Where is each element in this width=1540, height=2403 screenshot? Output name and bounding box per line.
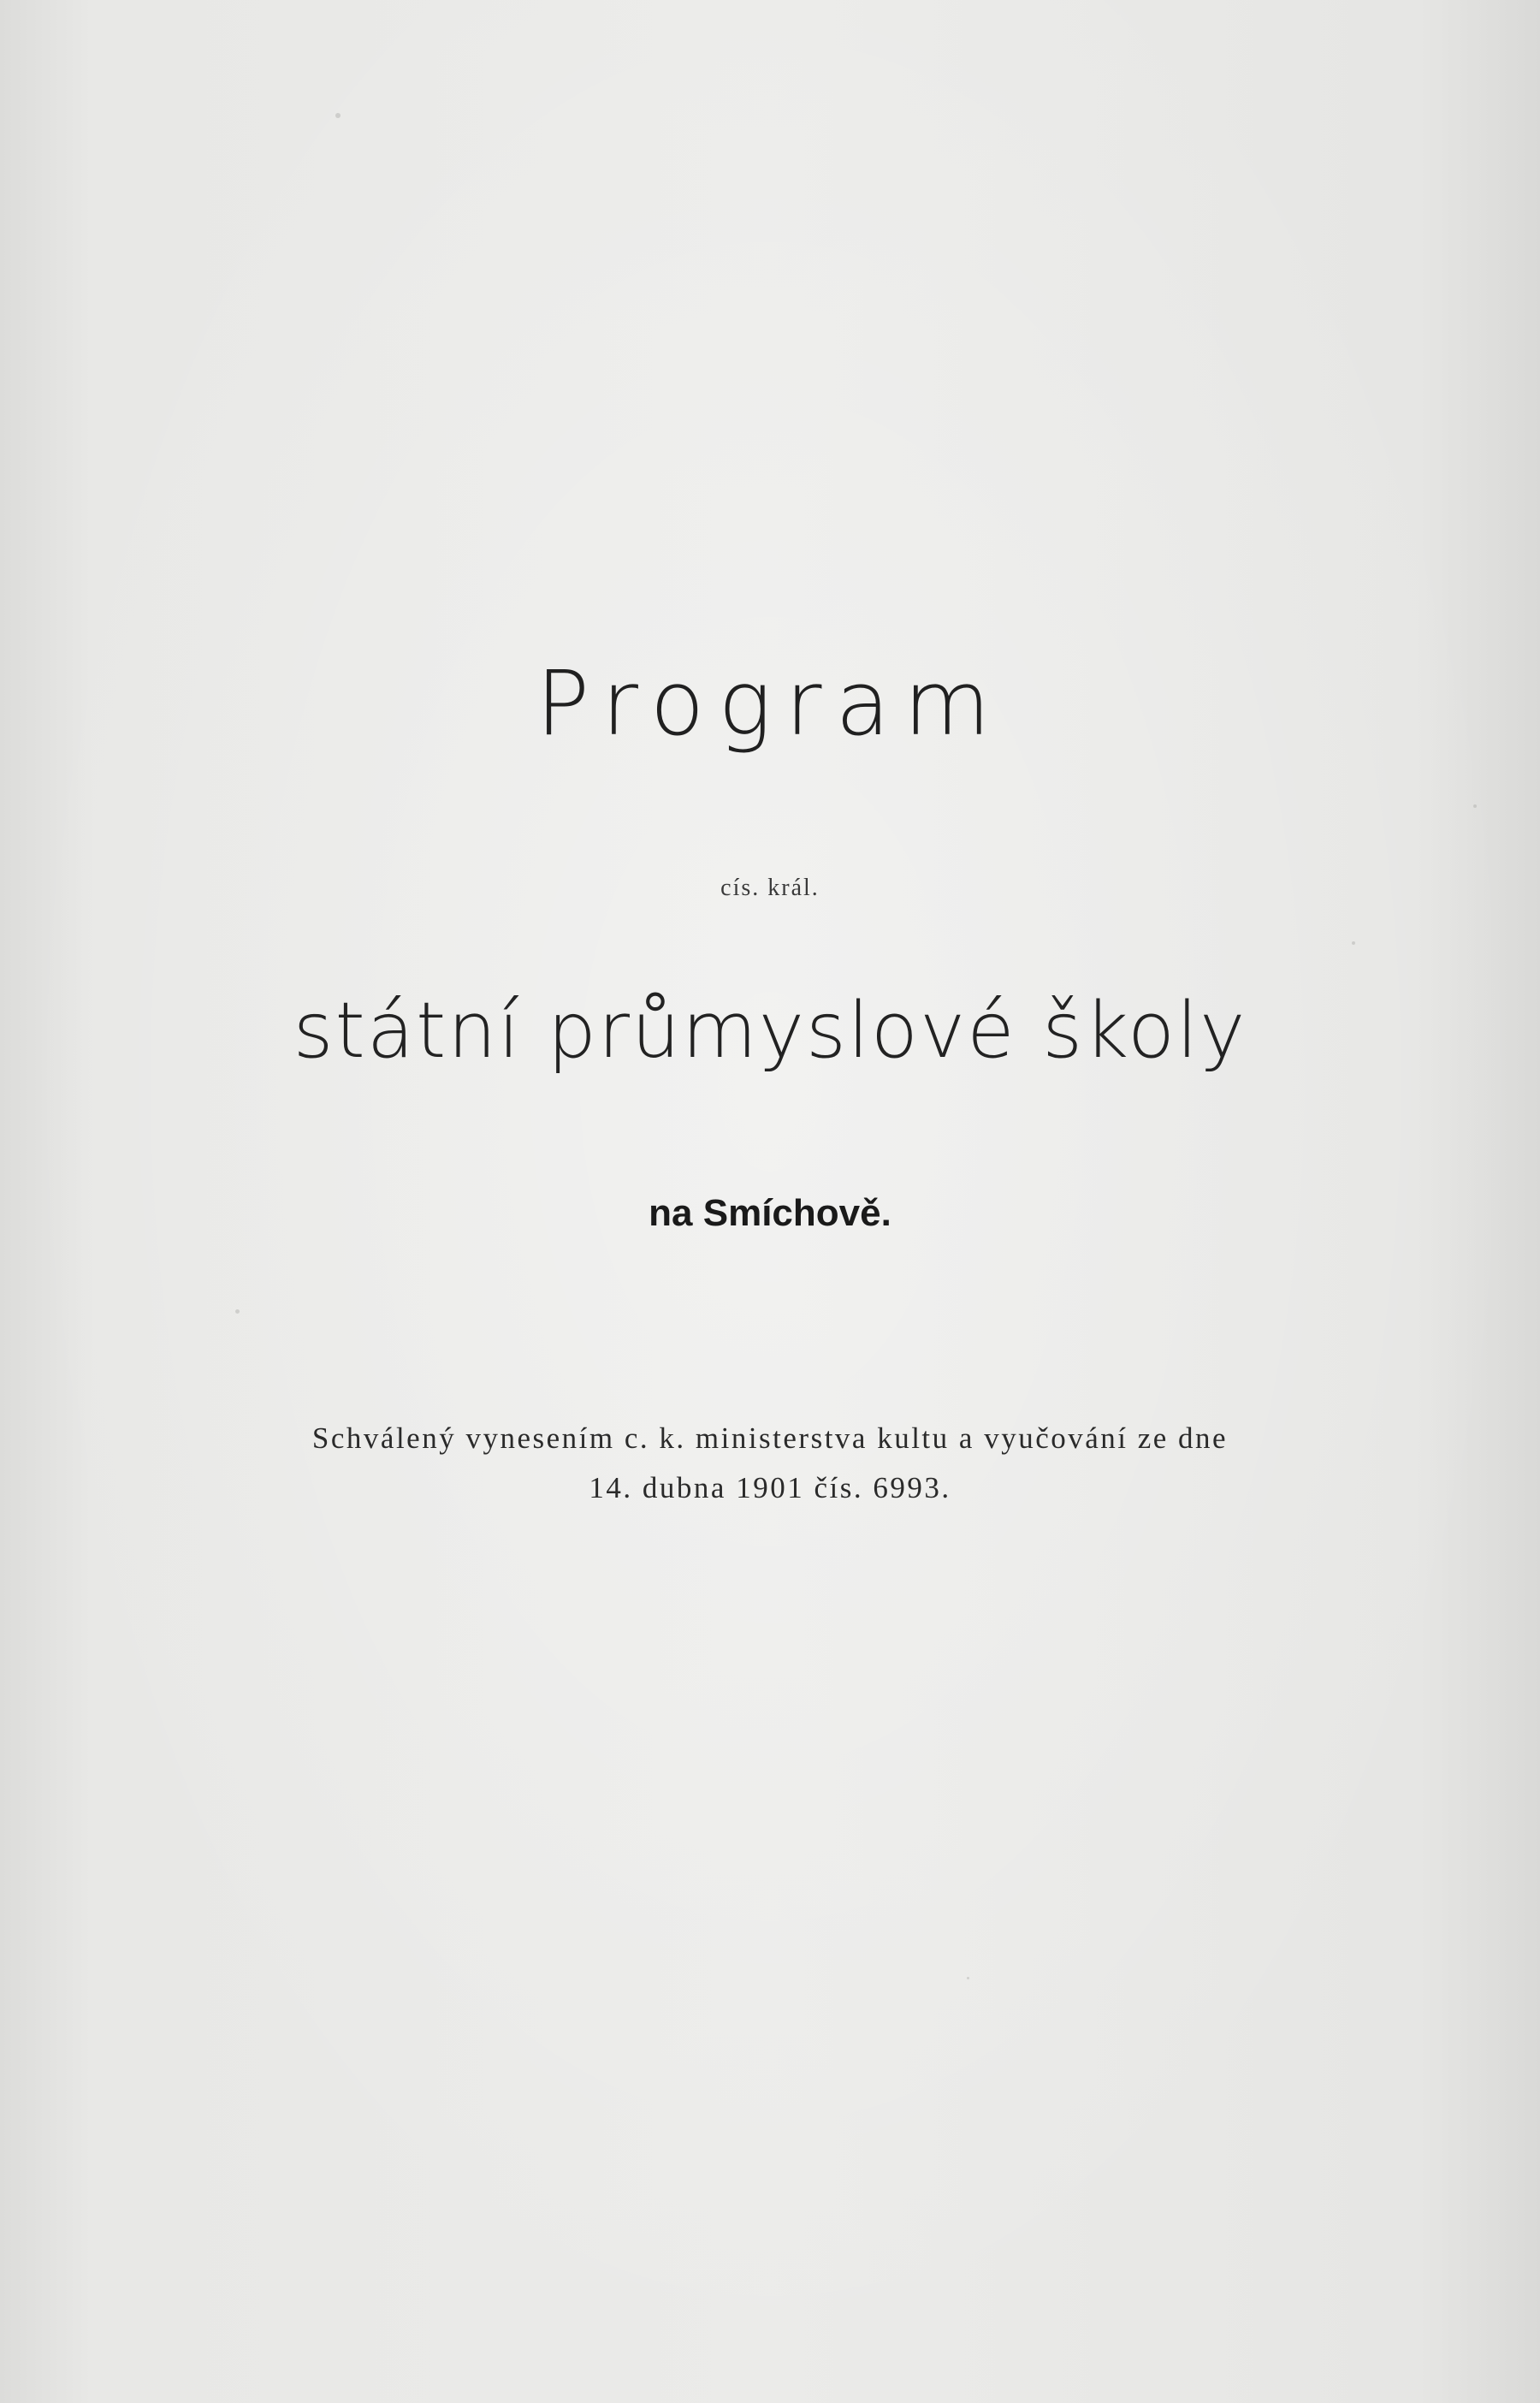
approval-note [0, 1414, 1540, 1513]
paper-speck [335, 113, 341, 118]
school-name: státní průmyslové školy [293, 986, 1247, 1076]
paper-speck [235, 1309, 240, 1314]
paper-speck [967, 1977, 969, 1979]
pre-name-line: cís. král. [720, 875, 820, 901]
paper-speck [1352, 941, 1355, 945]
paper-speck [1473, 804, 1477, 808]
document-title: Program [536, 651, 1004, 756]
approval-line-2: 14. dubna 1901 čís. 6993. [589, 1471, 951, 1504]
location-line: na Smíchově. [649, 1192, 891, 1234]
approval-line-1: Schválený vynesením c. k. ministerstva kultu a vyučování ze dne [311, 1421, 1229, 1455]
